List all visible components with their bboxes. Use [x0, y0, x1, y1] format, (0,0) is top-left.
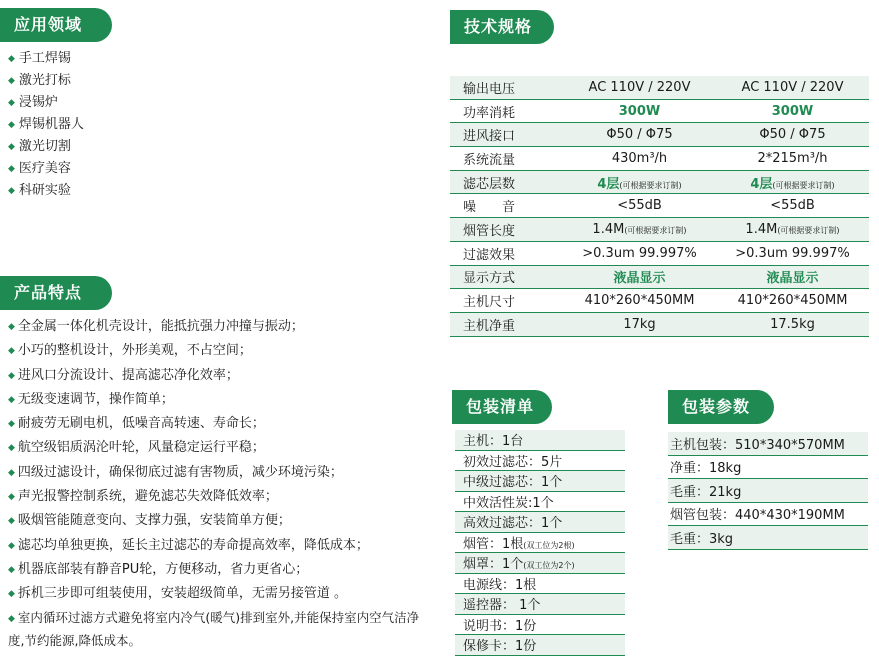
- packing-param: 毛重：21kg: [668, 479, 868, 503]
- packing-note: (双工位为2个): [523, 561, 575, 571]
- spec-value: 17kg: [563, 312, 716, 336]
- table-row: [450, 76, 869, 99]
- table-row: [455, 471, 625, 492]
- spec-value: 4层(可根据要求订制): [716, 170, 869, 194]
- table-row: [450, 194, 869, 218]
- table-row: [450, 265, 869, 289]
- bullet-icon: ◆: [8, 443, 15, 454]
- list-item: ◆ 焊锡机器人: [8, 117, 84, 132]
- table-row: [455, 635, 625, 656]
- table-row: [455, 594, 625, 615]
- packing-item: 高效过滤芯：1个: [455, 512, 625, 533]
- spec-value: 410*260*450MM: [563, 289, 716, 313]
- spec-value: >0.3um 99.997%: [716, 241, 869, 265]
- application-title: 应用领域: [0, 8, 112, 42]
- table-row: [668, 502, 868, 526]
- list-item: ◆ 手工焊锡: [8, 51, 71, 66]
- packing-param: 毛重：3kg: [668, 526, 868, 550]
- bullet-icon: ◆: [8, 370, 15, 381]
- packing-param: 主机包装：510*340*570MM: [668, 432, 868, 455]
- bullet-icon: ◆: [8, 492, 15, 503]
- table-row: [450, 170, 869, 194]
- spec-value: AC 110V / 220V: [716, 76, 869, 99]
- spec-value: Φ50 / Φ75: [563, 123, 716, 147]
- packing-note: (双工位为2根): [523, 540, 575, 550]
- packing-list-title: 包装清单: [452, 390, 552, 424]
- list-item: ◆ 四级过滤设计，确保彻底过滤有害物质，减少环境污染；: [8, 464, 343, 480]
- spec-value: 1.4M(可根据要求订制): [563, 218, 716, 242]
- list-item: ◆ 全金属一体化机壳设计，能抵抗强力冲撞与振动；: [8, 319, 304, 334]
- list-item: ◆ 进风口分流设计、提高滤芯净化效率；: [8, 367, 239, 383]
- spec-label: 主机净重: [450, 312, 563, 336]
- list-item: ◆ 医疗美容: [8, 161, 71, 176]
- spec-value: <55dB: [716, 194, 869, 218]
- spec-note: (可根据要求订制): [772, 180, 835, 190]
- table-row: [668, 455, 868, 479]
- bullet-icon: ◆: [8, 54, 15, 64]
- packing-list-table: [455, 430, 625, 656]
- bullet-icon: ◆: [8, 346, 15, 357]
- spec-value: AC 110V / 220V: [563, 76, 716, 99]
- bullet-icon: ◆: [8, 516, 15, 527]
- spec-value: Φ50 / Φ75: [716, 123, 869, 147]
- list-item: ◆ 声光报警控制系统，避免滤芯失效降低效率；: [8, 489, 278, 505]
- application-list: [8, 48, 84, 202]
- bullet-icon: ◆: [8, 394, 15, 405]
- table-row: [668, 479, 868, 503]
- list-item: ◆ 吸烟管能随意变向、支撑力强，安装简单方便；: [8, 513, 291, 529]
- packing-params-table: [668, 432, 868, 550]
- spec-value: 17.5kg: [716, 312, 869, 336]
- list-item: ◆ 滤芯均单独更换，延长主过滤芯的寿命提高效率，降低成本；: [8, 537, 369, 553]
- spec-label: 滤芯层数: [450, 170, 563, 194]
- table-row: [455, 450, 625, 471]
- spec-label: 烟管长度: [450, 218, 563, 242]
- bullet-icon: ◆: [8, 76, 15, 86]
- table-row: [450, 99, 869, 123]
- list-item: ◆ 航空级铝质涡沦叶轮，风量稳定运行平稳；: [8, 440, 265, 456]
- spec-value: 300W: [716, 99, 869, 123]
- packing-item: 中级过滤芯：1个: [455, 471, 625, 492]
- table-row: [450, 218, 869, 242]
- spec-table: [450, 76, 869, 337]
- packing-item: 中效活性炭:1个: [455, 491, 625, 512]
- bullet-icon: ◆: [8, 186, 15, 196]
- table-row: [455, 553, 625, 574]
- table-row: [450, 312, 869, 336]
- table-row: [450, 147, 869, 171]
- spec-label: 显示方式: [450, 265, 563, 289]
- list-item: ◆ 浸锡炉: [8, 95, 58, 110]
- spec-label: 功率消耗: [450, 99, 563, 123]
- table-row: [455, 614, 625, 635]
- packing-item: 主机：1台: [455, 430, 625, 450]
- bullet-icon: ◆: [8, 164, 15, 174]
- spec-value: <55dB: [563, 194, 716, 218]
- list-item: ◆ 激光切割: [8, 139, 71, 154]
- table-row: [450, 123, 869, 147]
- table-row: [455, 532, 625, 553]
- spec-note: (可根据要求订制): [624, 225, 687, 235]
- list-item: ◆ 室内循环过滤方式避免将室内冷气(暖气)排到室外,并能保持室内空气洁净度,节约能源,降低成本。: [8, 609, 420, 648]
- bullet-icon: ◆: [8, 120, 15, 130]
- bullet-icon: ◆: [8, 540, 15, 551]
- list-item: ◆ 小巧的整机设计，外形美观，不占空间；: [8, 343, 252, 359]
- table-row: [455, 573, 625, 594]
- features-title: 产品特点: [0, 276, 112, 310]
- list-item: ◆ 机器底部装有静音PU轮，方便移动，省力更省心；: [8, 561, 309, 577]
- list-item: ◆ 拆机三步即可组装使用，安装超级简单，无需另接管道 。: [8, 586, 348, 602]
- spec-note: (可根据要求订制): [619, 180, 682, 190]
- spec-label: 输出电压: [450, 76, 563, 99]
- packing-param: 净重：18kg: [668, 455, 868, 479]
- packing-params-title: 包装参数: [668, 390, 774, 424]
- packing-item: 烟罩：1个(双工位为2个): [455, 553, 625, 574]
- spec-value: 1.4M(可根据要求订制): [716, 218, 869, 242]
- table-row: [450, 241, 869, 265]
- bullet-icon: ◆: [8, 419, 15, 430]
- bullet-icon: ◆: [8, 142, 15, 152]
- spec-label: 噪 音: [450, 194, 563, 218]
- spec-value: 2*215m³/h: [716, 147, 869, 171]
- packing-item: 烟管：1根(双工位为2根): [455, 532, 625, 553]
- table-row: [668, 526, 868, 550]
- table-row: [455, 491, 625, 512]
- spec-label: 过滤效果: [450, 241, 563, 265]
- table-row: [455, 512, 625, 533]
- spec-value: 410*260*450MM: [716, 289, 869, 313]
- bullet-icon: ◆: [8, 613, 15, 624]
- spec-value: 液晶显示: [563, 265, 716, 289]
- spec-value: >0.3um 99.997%: [563, 241, 716, 265]
- spec-label: 主机尺寸: [450, 289, 563, 313]
- table-row: [450, 289, 869, 313]
- packing-item: 初效过滤芯：5片: [455, 450, 625, 471]
- table-row: [455, 430, 625, 450]
- packing-item: 保修卡：1份: [455, 635, 625, 656]
- features-list: [8, 315, 428, 652]
- packing-item: 遥控器： 1个: [455, 594, 625, 615]
- bullet-icon: ◆: [8, 589, 15, 600]
- spec-value: 4层(可根据要求订制): [563, 170, 716, 194]
- packing-param: 烟管包装：440*430*190MM: [668, 502, 868, 526]
- spec-label: 系统流量: [450, 147, 563, 171]
- spec-value: 300W: [563, 99, 716, 123]
- spec-label: 进风接口: [450, 123, 563, 147]
- spec-value: 430m³/h: [563, 147, 716, 171]
- bullet-icon: ◆: [8, 467, 15, 478]
- packing-item: 电源线：1根: [455, 573, 625, 594]
- table-row: [668, 432, 868, 455]
- bullet-icon: ◆: [8, 98, 15, 108]
- list-item: ◆ 耐疲劳无刷电机，低噪音高转速、寿命长；: [8, 416, 265, 432]
- spec-note: (可根据要求订制): [777, 225, 840, 235]
- spec-value: 液晶显示: [716, 265, 869, 289]
- bullet-icon: ◆: [8, 564, 15, 575]
- list-item: ◆ 激光打标: [8, 73, 71, 88]
- specs-title: 技术规格: [450, 10, 554, 44]
- list-item: ◆ 无级变速调节，操作简单；: [8, 391, 174, 407]
- list-item: ◆ 科研实验: [8, 183, 71, 198]
- packing-item: 说明书：1份: [455, 614, 625, 635]
- bullet-icon: ◆: [8, 322, 15, 332]
